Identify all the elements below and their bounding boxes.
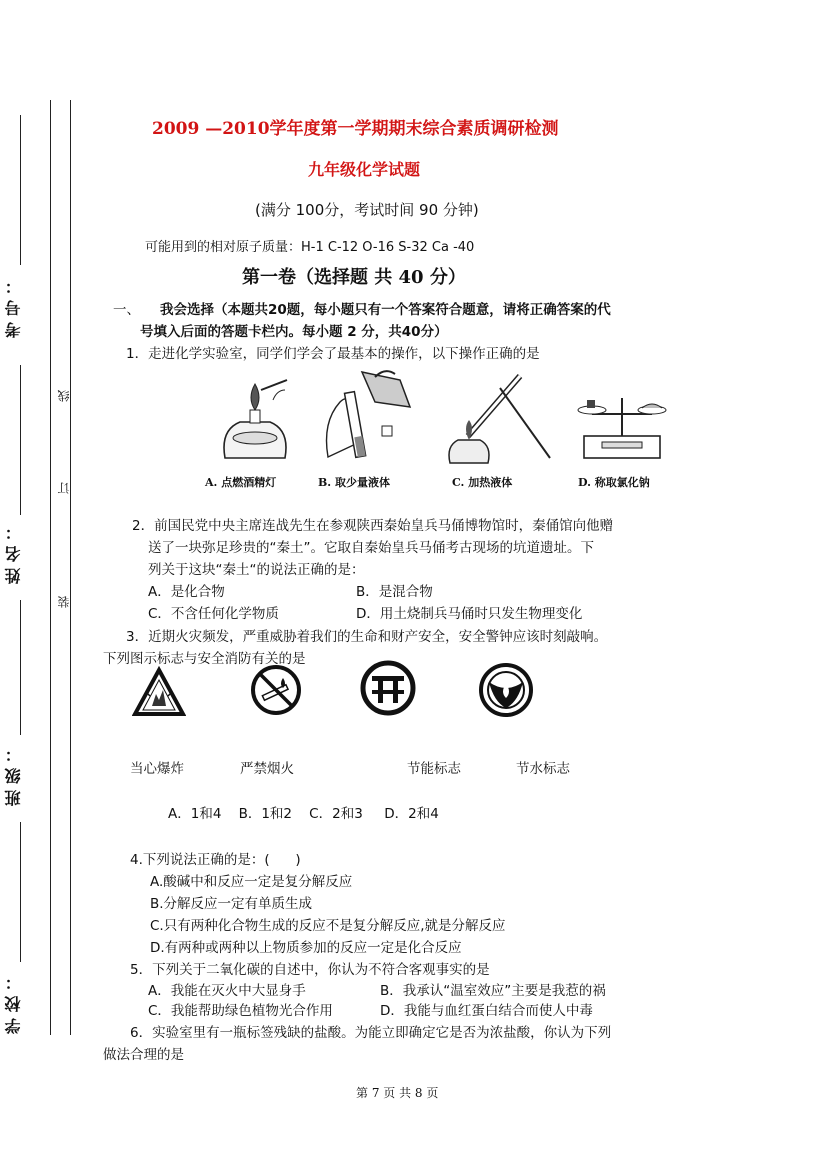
q1-caption-b: B. 取少量液体 [318, 476, 390, 489]
section-instruction-2: 号填入后面的答题卡栏内。每小题 2 分，共40分） [140, 324, 448, 340]
q2-line2: 送了一块弥足珍贵的“秦土”。它取自秦始皇兵马俑考古现场的坑道遗址。下 [148, 540, 594, 556]
q5-option-a: A．我能在灭火中大显身手 [148, 983, 306, 999]
exam-no-label: 考号： [4, 272, 23, 338]
q6-line1: 6．实验室里有一瓶标签残缺的盐酸。为能立即确定它是否为浓盐酸，你认为下列 [130, 1025, 612, 1041]
bind-char-line: 线 [57, 390, 71, 402]
name-label: 姓名： [4, 518, 23, 584]
atomic-mass-line: 可能用到的相对原子质量：H-1 C-12 O-16 S-32 Ca -40 [145, 240, 475, 255]
pour-liquid-figure [320, 362, 415, 467]
q3-options: A．1和4 B．1和2 C．2和3 D．2和4 [168, 806, 439, 822]
explosion-warning-icon [132, 666, 186, 718]
q4-option-d: D.有两种或两种以上物质参加的反应一定是化合反应 [150, 940, 462, 956]
exam-meta: (满分 100分，考试时间 90 分钟) [255, 201, 479, 219]
q4-option-a: A.酸碱中和反应一定是复分解反应 [150, 874, 353, 890]
name-underline [20, 365, 21, 515]
page-number: 第 7 页 共 8 页 [356, 1086, 439, 1100]
q3-sign-label-4: 节水标志 [516, 761, 570, 777]
bind-char-ding: 订 [57, 482, 71, 494]
q1-stem: 1．走进化学实验室，同学们学会了最基本的操作，以下操作正确的是 [126, 346, 540, 362]
binding-line-inner [70, 100, 71, 1035]
balance-scale-figure [572, 378, 672, 463]
q4-option-c: C.只有两种化合物生成的反应不是复分解反应,就是分解反应 [150, 918, 506, 934]
school-label: 学校： [4, 968, 23, 1034]
q1-caption-a: A. 点燃酒精灯 [205, 476, 277, 489]
energy-saving-icon [360, 660, 416, 716]
q3-line2: 下列图示标志与安全消防有关的是 [103, 651, 306, 667]
q3-sign-label-1: 当心爆炸 [130, 761, 184, 777]
no-fire-icon [250, 664, 302, 716]
water-saving-icon [478, 662, 534, 718]
heat-liquid-figure [440, 368, 560, 468]
q1-caption-c: C. 加热液体 [452, 476, 513, 489]
q4-option-b: B.分解反应一定有单质生成 [150, 896, 313, 912]
q2-line1: 2．前国民党中央主席连战先生在参观陕西秦始皇兵马俑博物馆时，秦俑馆向他赠 [132, 518, 614, 534]
q2-option-d: D．用土烧制兵马俑时只发生物理变化 [356, 606, 583, 622]
q3-sign-label-2: 严禁烟火 [240, 761, 294, 777]
exam-title: 2009 —2010学年度第一学期期末综合素质调研检测 [152, 119, 559, 139]
q5-option-b: B．我承认“温室效应”主要是我惹的祸 [380, 983, 606, 999]
binding-line-outer [50, 100, 51, 1035]
q6-line2: 做法合理的是 [103, 1047, 184, 1063]
q2-line3: 列关于这块“秦土“的说法正确的是： [148, 562, 365, 578]
q5-option-c: C．我能帮助绿色植物光合作用 [148, 1003, 333, 1019]
school-underline [20, 822, 21, 962]
exam-no-underline [20, 115, 21, 265]
section-number: 一、 [113, 302, 140, 318]
q5-option-d: D．我能与血红蛋白结合而使人中毒 [380, 1003, 593, 1019]
q5-stem: 5．下列关于二氧化碳的自述中，你认为不符合客观事实的是 [130, 962, 490, 978]
q2-option-c: C．不含任何化学物质 [148, 606, 279, 622]
q1-caption-d: D. 称取氯化钠 [578, 476, 650, 489]
q2-option-a: A．是化合物 [148, 584, 225, 600]
part1-title: 第一卷（选择题 共 40 分） [242, 267, 466, 288]
alcohol-lamp-figure [215, 370, 295, 465]
q3-line1: 3．近期火灾频发，严重威胁着我们的生命和财产安全，安全警钟应该时刻敲响。 [126, 629, 608, 645]
section-instruction-1: 我会选择（本题共20题，每小题只有一个答案符合题意，请将正确答案的代 [160, 302, 611, 318]
class-underline [20, 600, 21, 735]
class-label: 班级： [4, 740, 23, 806]
q3-sign-label-3: 节能标志 [407, 761, 461, 777]
q2-option-b: B．是混合物 [356, 584, 433, 600]
q4-stem: 4.下列说法正确的是：( ) [130, 852, 301, 868]
bind-char-zhuang: 装 [57, 596, 71, 608]
exam-subtitle: 九年级化学试题 [308, 160, 421, 179]
